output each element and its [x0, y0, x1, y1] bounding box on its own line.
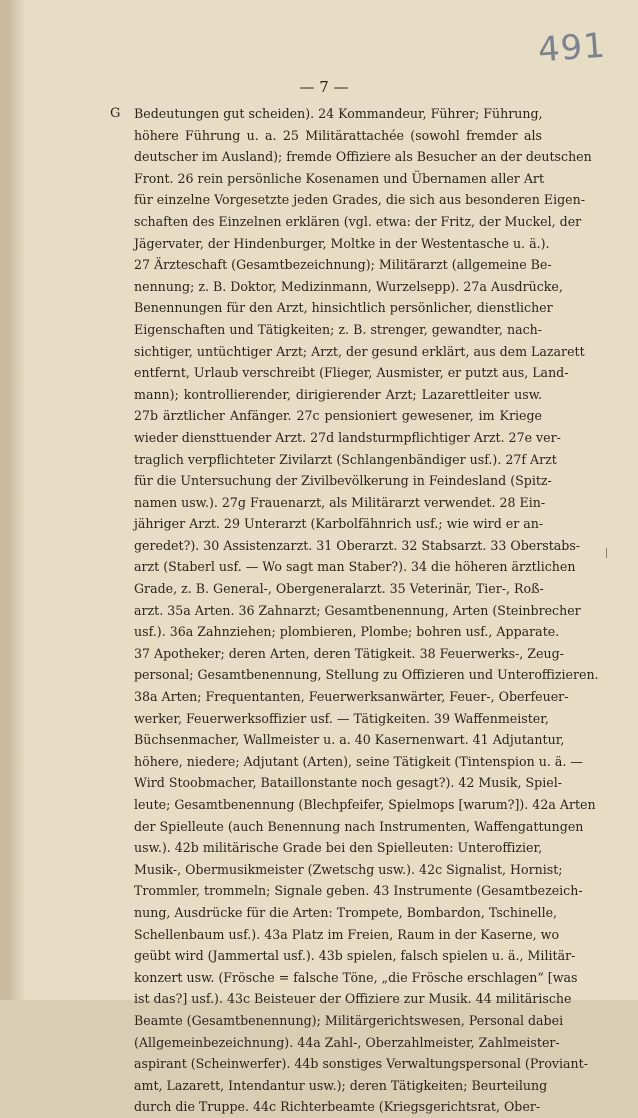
- text-line: höhere Führung u. a. 25 Militärattachée (sowohl fremder als: [134, 127, 542, 143]
- text-line: leute; Gesamtbenennung (Blechpfeifer, Spielmops [warum?]). 42a Arten: [134, 797, 596, 812]
- text-line: Benennungen für den Arzt, hinsichtlich persönlicher, dienstlicher: [134, 300, 553, 316]
- text-line: durch die Truppe. 44c Richterbeamte (Kriegsgerichtsrat, Ober-: [134, 1099, 541, 1115]
- text-line: geredet?). 30 Assistenzarzt. 31 Oberarzt. 32 Stabsarzt. 33 Oberstabs-: [134, 537, 581, 553]
- text-line: amt, Lazarett, Intendantur usw.); deren Tätigkeiten; Beurteilung: [134, 1077, 548, 1093]
- text-line: Beamte (Gesamtbenennung); Militärgerichtswesen, Personal dabei: [134, 1012, 564, 1028]
- text-line: Schellenbaum usf.). 43a Platz im Freien, Raum in der Kaserne, wo: [134, 926, 560, 942]
- handwritten-page-number: 491: [536, 25, 608, 71]
- text-line: 27b ärztlicher Anfänger. 27c pensioniert gewesener, im Kriege: [134, 408, 542, 424]
- text-line: usw.). 42b militärische Grade bei den Spielleuten: Unteroffizier,: [134, 840, 543, 856]
- text-line: entfernt, Urlaub verschreibt (Flieger, Ausmister, er putzt aus, Land-: [134, 365, 569, 381]
- text-line: geübt wird (Jammertal usf.). 43b spielen, falsch spielen u. ä., Militär-: [134, 948, 576, 964]
- text-line: Wird Stoobmacher, Bataillonstante noch gesagt?). 42 Musik, Spiel-: [134, 775, 562, 791]
- text-line: wieder diensttuender Arzt. 27d landsturmpflichtiger Arzt. 27e ver-: [134, 429, 561, 445]
- margin-letter: G: [110, 106, 121, 121]
- text-line: Front. 26 rein persönliche Kosenamen und Übernamen aller Art: [134, 170, 545, 186]
- text-line: konzert usw. (Frösche = falsche Töne, „die Frösche erschlagen“ [was: [134, 969, 578, 985]
- text-line: personal; Gesamtbenennung, Stellung zu Offizieren und Unteroffizieren.: [134, 667, 599, 683]
- text-line: 37 Apotheker; deren Arten, deren Tätigkeit. 38 Feuerwerks-, Zeug-: [134, 645, 564, 661]
- text-line: Eigenschaften und Tätigkeiten; z. B. strenger, gewandter, nach-: [134, 321, 542, 337]
- page-number: — 7 —: [299, 78, 349, 96]
- text-line: höhere, niedere; Adjutant (Arten), seine Tätigkeit (Tintenspion u. ä. —: [134, 753, 583, 769]
- text-line: 38a Arten; Frequentanten, Feuerwerksanwärter, Feuer-, Oberfeuer-: [134, 689, 569, 705]
- text-line: arzt (Staberl usf. — Wo sagt man Staber?). 34 die höheren ärztlichen: [134, 559, 576, 575]
- text-line: traglich verpflichteter Zivilarzt (Schlangenbändiger usf.). 27f Arzt: [134, 451, 557, 467]
- text-line: Musik-, Obermusikmeister (Zwetschg usw.). 42c Signalist, Hornist;: [134, 861, 563, 877]
- text-line: sichtiger, untüchtiger Arzt; Arzt, der gesund erklärt, aus dem Lazarett: [134, 343, 585, 359]
- text-line: werker, Feuerwerksoffizier usf. — Tätigkeiten. 39 Waffenmeister,: [134, 710, 549, 726]
- text-line: Bedeutungen gut scheiden). 24 Kommandeur, Führer; Führung,: [134, 106, 543, 121]
- text-line: nung, Ausdrücke für die Arten: Trompete, Bombardon, Tschinelle,: [134, 904, 558, 920]
- text-line: 27 Ärzteschaft (Gesamtbezeichnung); Militärarzt (allgemeine Be-: [134, 257, 552, 273]
- text-line: für die Untersuchung der Zivilbevölkerung in Feindesland (Spitz-: [134, 473, 552, 489]
- body-text: [134, 103, 599, 1118]
- text-line: usf.). 36a Zahnziehen; plombieren, Plombe; bohren usf., Apparate.: [134, 624, 560, 640]
- text-line: der Spielleute (auch Benennung nach Instrumenten, Waffengattungen: [134, 818, 584, 834]
- margin-mark: [606, 548, 607, 558]
- text-line: nennung; z. B. Doktor, Medizinmann, Wurzelsepp). 27a Ausdrücke,: [134, 278, 563, 294]
- text-line: mann); kontrollierender, dirigierender Arzt; Lazarettleiter usw.: [134, 386, 542, 402]
- text-line: Jägervater, der Hindenburger, Moltke in der Westentasche u. ä.).: [134, 235, 550, 251]
- text-line: aspirant (Scheinwerfer). 44b sonstiges Verwaltungspersonal (Proviant-: [134, 1056, 588, 1072]
- text-line: namen usw.). 27g Frauenarzt, als Militärarzt verwendet. 28 Ein-: [134, 494, 546, 510]
- text-line: Büchsenmacher, Wallmeister u. a. 40 Kasernenwart. 41 Adjutantur,: [134, 732, 565, 748]
- text-line: schaften des Einzelnen erklären (vgl. etwa: der Fritz, der Muckel, der: [134, 213, 582, 229]
- text-line: ist das?] usf.). 43c Beisteuer der Offiziere zur Musik. 44 militärische: [134, 991, 572, 1007]
- text-line: Trommler, trommeln; Signale geben. 43 Instrumente (Gesamtbezeich-: [134, 883, 583, 899]
- text-line: Grade, z. B. General-, Obergeneralarzt. 35 Veterinär, Tier-, Roß-: [134, 581, 544, 597]
- text-line: arzt. 35a Arten. 36 Zahnarzt; Gesamtbenennung, Arten (Steinbrecher: [134, 602, 581, 618]
- text-line: jähriger Arzt. 29 Unterarzt (Karbolfähnrich usf.; wie wird er an-: [134, 516, 544, 532]
- text-line: für einzelne Vorgesetzte jeden Grades, die sich aus besonderen Eigen-: [134, 192, 585, 208]
- text-line: deutscher im Ausland); fremde Offiziere als Besucher an der deutschen: [134, 149, 592, 165]
- text-line: (Allgemeinbezeichnung). 44a Zahl-, Oberzahlmeister, Zahlmeister-: [134, 1034, 560, 1050]
